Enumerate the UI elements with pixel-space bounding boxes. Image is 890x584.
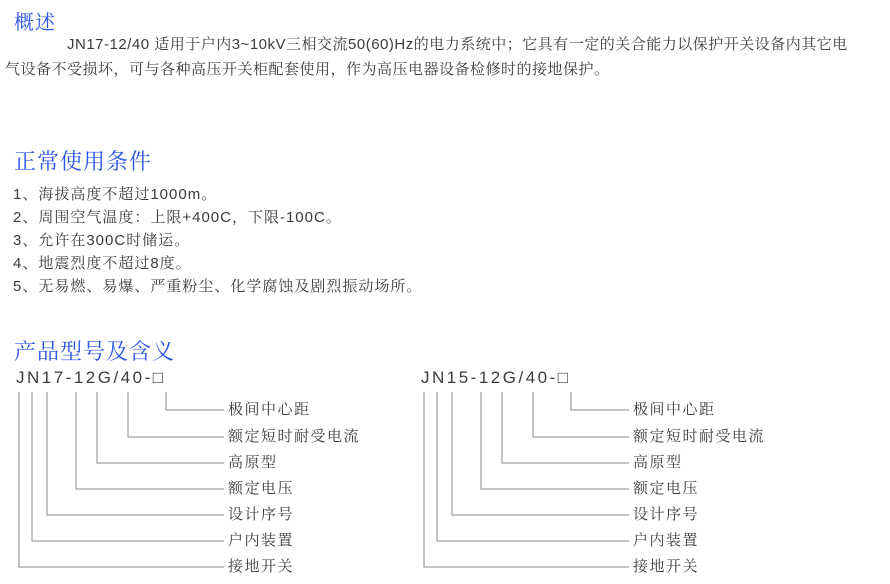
model-connector-lines <box>419 368 839 582</box>
connector-line <box>166 392 224 410</box>
model-label: 额定电压 <box>228 480 295 497</box>
model-code-jn17: JN17-12G/40-□ <box>16 368 166 387</box>
model-label: 额定短时耐受电流 <box>228 428 361 445</box>
connector-line <box>76 392 224 489</box>
model-label: 设计序号 <box>228 506 295 523</box>
model-label: 户内装置 <box>228 532 295 549</box>
condition-item: 2、周围空气温度：上限+400C，下限-100C。 <box>13 209 342 226</box>
condition-item: 1、海拔高度不超过1000m。 <box>13 186 218 203</box>
connector-line <box>128 392 224 437</box>
model-code-jn15: JN15-12G/40-□ <box>421 368 571 387</box>
conditions-list <box>13 183 422 298</box>
overview-paragraph: JN17-12/40 适用于户内3~10kV三相交流50(60)Hz的电力系统中；它具有一定的关合能力以保护开关设备内其它电气设备不受损坏，可与各种高压开关柜配套使用，作为高压电器设备检修时的接地保护。 <box>5 36 848 78</box>
model-label: 高原型 <box>633 454 683 471</box>
model-diagram-jn17 <box>14 368 434 582</box>
connector-line <box>533 392 629 437</box>
section-title-overview: 概述 <box>14 12 56 34</box>
model-label: 接地开关 <box>228 558 295 575</box>
model-label: 户内装置 <box>633 532 700 549</box>
section-title-conditions: 正常使用条件 <box>14 149 153 174</box>
model-label: 极间中心距 <box>633 401 716 418</box>
model-label: 高原型 <box>228 454 278 471</box>
model-label: 额定电压 <box>633 480 700 497</box>
connector-line <box>481 392 629 489</box>
model-label: 接地开关 <box>633 558 700 575</box>
condition-item: 4、地震烈度不超过8度。 <box>13 255 192 272</box>
connector-line <box>502 392 629 463</box>
model-diagram-jn15 <box>419 368 839 582</box>
model-label: 设计序号 <box>633 506 700 523</box>
condition-item: 5、无易燃、易爆、严重粉尘、化学腐蚀及剧烈振动场所。 <box>13 278 423 295</box>
connector-line <box>97 392 224 463</box>
condition-item: 3、允许在300C时储运。 <box>13 232 191 249</box>
model-label: 极间中心距 <box>228 401 311 418</box>
connector-line <box>571 392 629 410</box>
section-title-model: 产品型号及含义 <box>14 339 176 364</box>
model-label: 额定短时耐受电流 <box>633 428 766 445</box>
model-connector-lines <box>14 368 434 582</box>
